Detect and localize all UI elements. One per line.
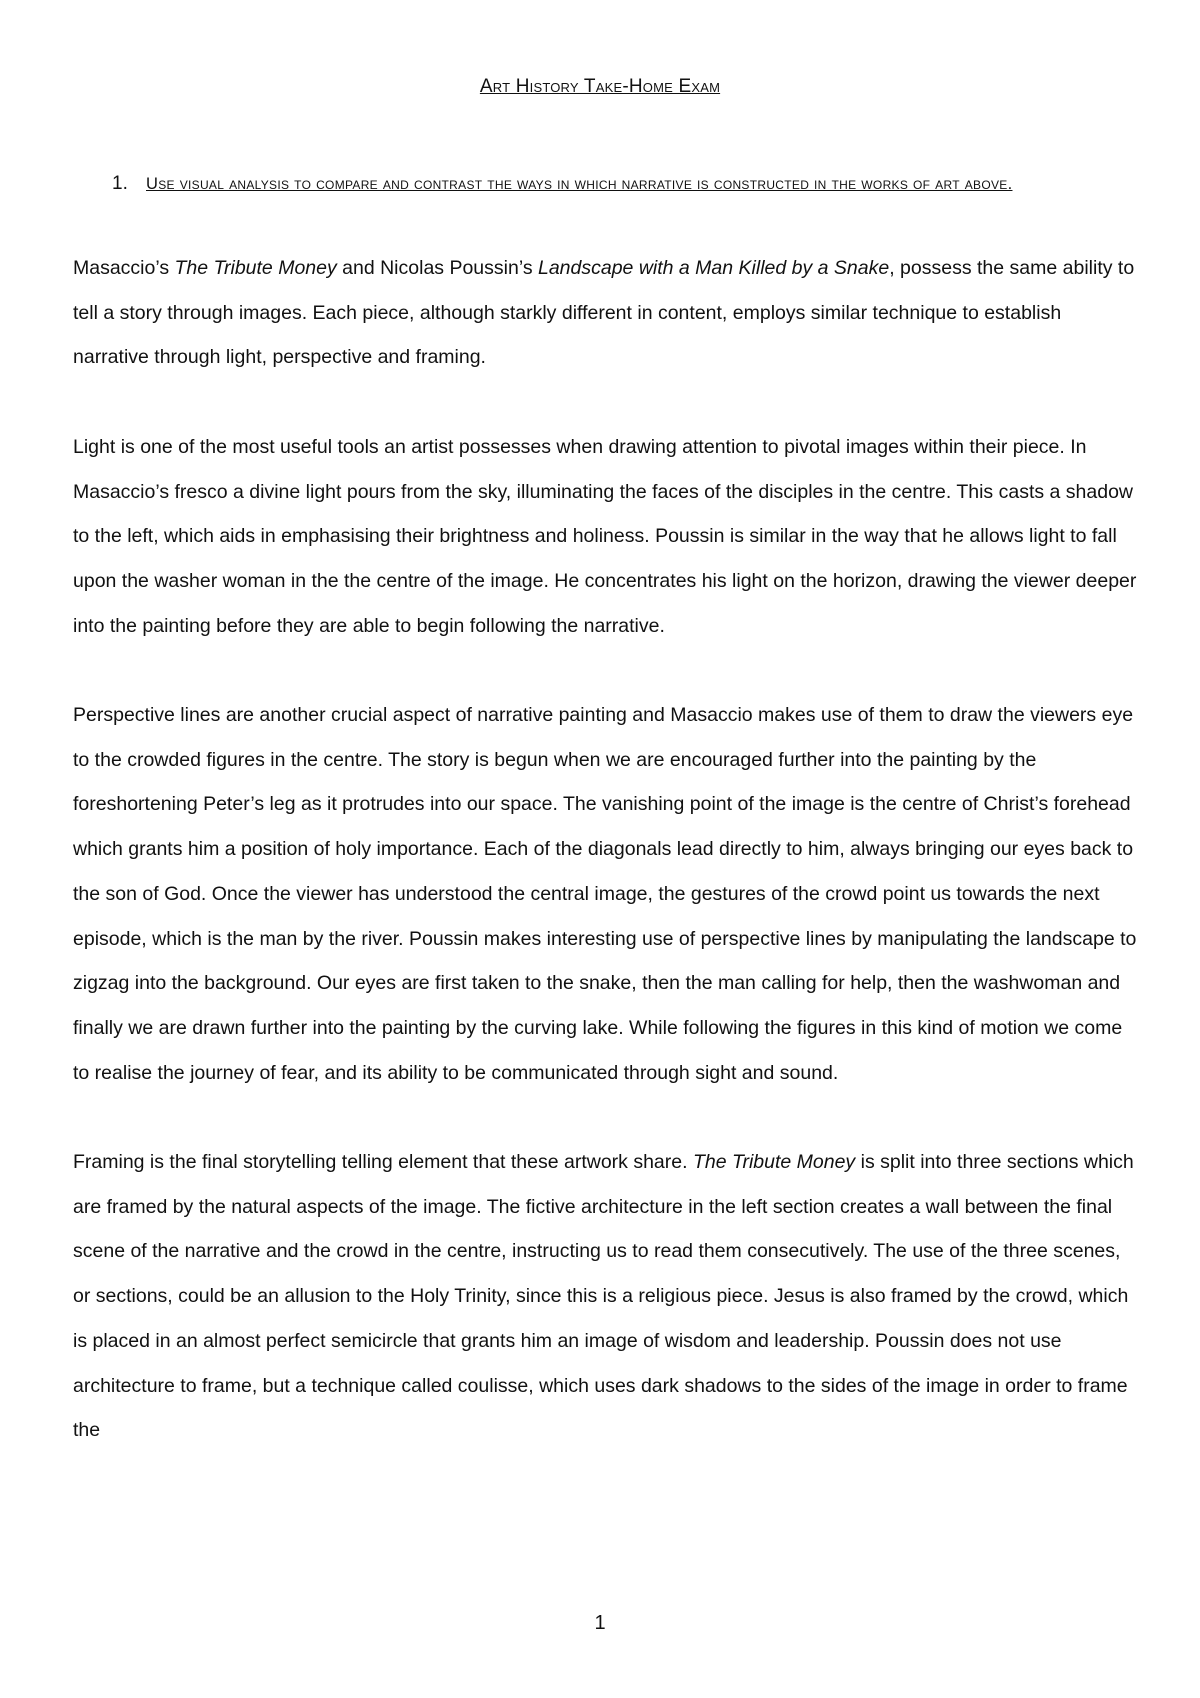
paragraph-text: , possess the same ability to tell a story through images. Each piece, although starkly different in content, employs similar technique to establish narrative through light, perspective and framing. <box>73 257 1135 369</box>
page-number: 1 <box>594 1612 606 1634</box>
paragraph-text: is split into three sections which are framed by the natural aspects of the image. The fictive architecture in the left section creates a wall between the final scene of the narrative and the crowd in the centre, instructing us to read them consecutively. The use of the three scenes, or sections, could be an allusion to the Holy Trinity, since this is a religious piece. Jesus is also framed by the crowd, which is placed in an almost perfect semicircle that grants him an image of wisdom and leadership. Poussin does not use architecture to frame, but a technique called coulisse, which uses dark shadows to the sides of the image in order to frame the <box>73 1151 1134 1442</box>
essay-paragraph <box>73 425 1137 649</box>
artwork-title: The Tribute Money <box>692 1151 856 1174</box>
question-number: 1. <box>112 173 128 194</box>
artwork-title: Landscape with a Man Killed by a Snake <box>537 257 890 279</box>
essay-paragraph <box>73 246 1137 380</box>
essay-body <box>73 246 1137 1453</box>
paragraph-text: and Nicolas Poussin’s <box>336 257 538 279</box>
exam-question <box>112 162 1132 206</box>
essay-paragraph <box>73 1140 1137 1453</box>
paragraph-text: Perspective lines are another crucial aspect of narrative painting and Masaccio makes use of them to draw the viewers eye to the crowded figures in the centre. The story is begun when we are encouraged further into the painting by the foreshortening Peter’s leg as it protrudes into our space. The vanishing point of the image is the centre of Christ’s forehead which grants him a position of holy importance. Each of the diagonals lead directly to him, always bringing our eyes back to the son of God. Once the viewer has understood the central image, the gestures of the crowd point us towards the next episode, which is the man by the river. Poussin makes interesting use of perspective lines by manipulating the landscape to zigzag into the background. Our eyes are first taken to the snake, then the man calling for help, then the washwoman and finally we are drawn further into the painting by the curving lake. While following the figures in this kind of motion we come to realise the journey of fear, and its ability to be communicated through sight and sound. <box>73 704 1137 1084</box>
document-title: Art History Take-Home Exam <box>479 76 721 97</box>
artwork-title: The Tribute Money <box>174 257 337 279</box>
paragraph-text: Light is one of the most useful tools an artist possesses when drawing attention to pivotal images within their piece. In Masaccio’s fresco a divine light pours from the sky, illuminating the faces of the disciples in the centre. This casts a shadow to the left, which aids in emphasising their brightness and holiness. Poussin is similar in the way that he allows light to fall upon the washer woman in the the centre of the image. He concentrates his light on the horizon, drawing the viewer deeper into the painting before they are able to begin following the narrative. <box>73 435 1137 637</box>
question-text: Use visual analysis to compare and contrast the ways in which narrative is constructed in the works of art above. <box>146 175 1013 193</box>
paragraph-text: Masaccio’s <box>73 257 175 279</box>
essay-paragraph <box>73 693 1137 1095</box>
paragraph-text: Framing is the final storytelling telling element that these artwork share. <box>73 1151 693 1174</box>
